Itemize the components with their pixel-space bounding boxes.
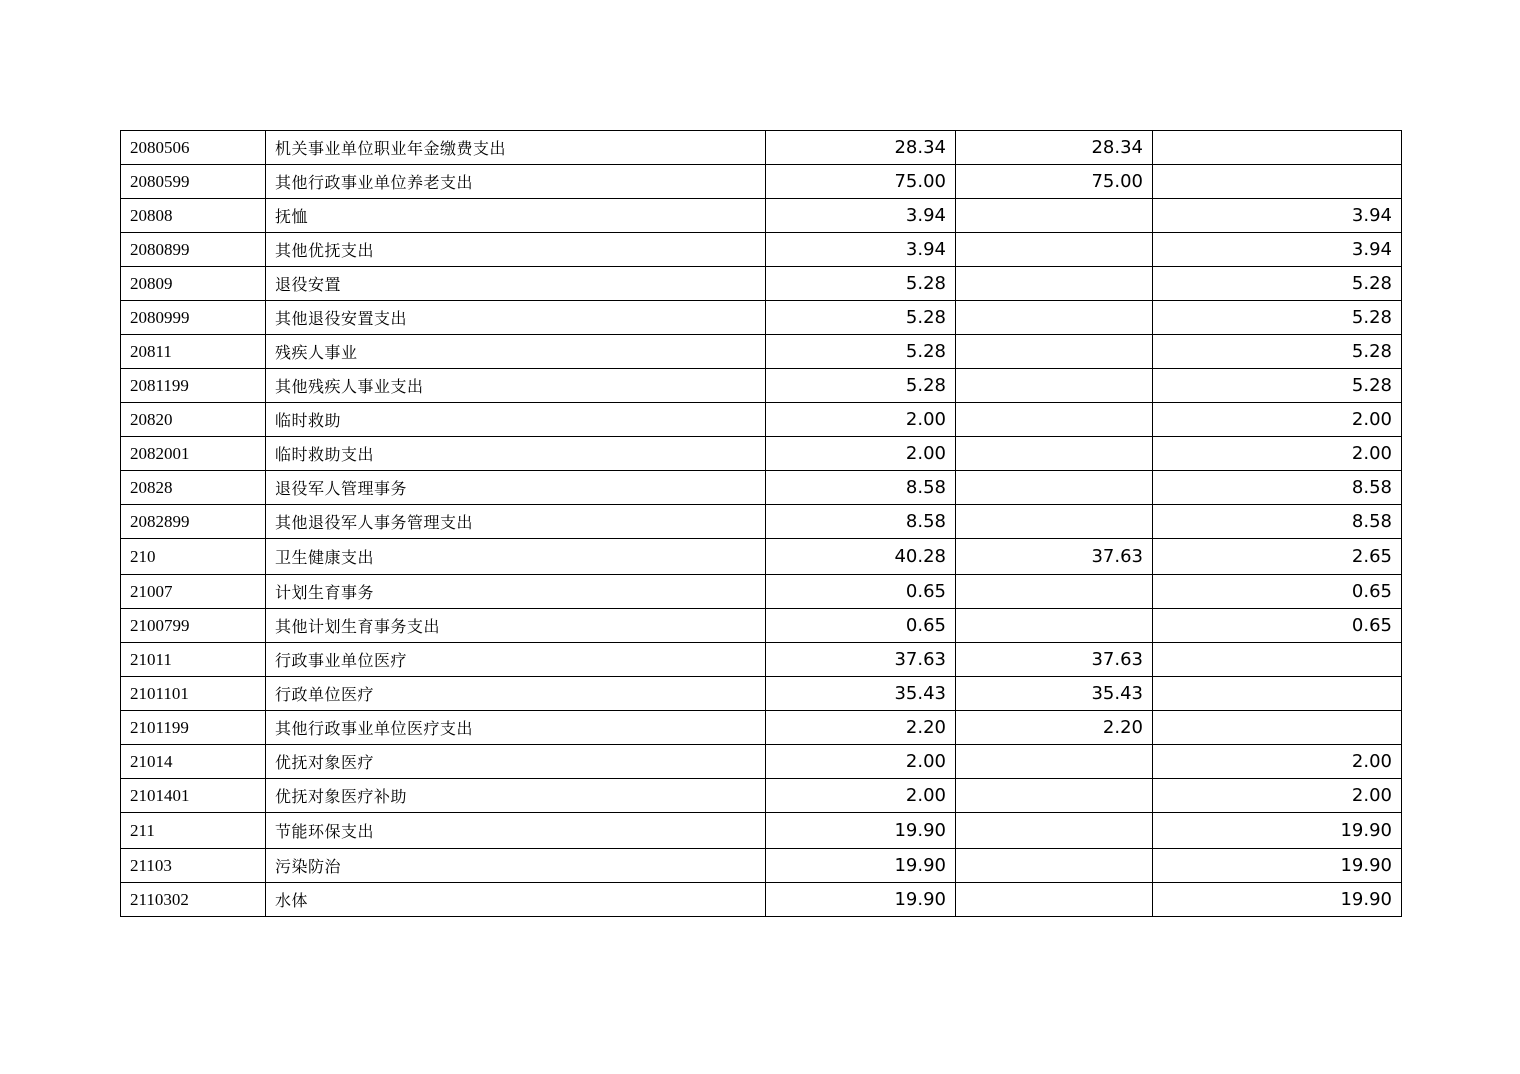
table-row	[121, 471, 1402, 505]
project-expenditure-cell: 2.00	[1153, 779, 1402, 813]
subject-name-cell: 残疾人事业	[266, 335, 766, 369]
table-row	[121, 539, 1402, 575]
basic-expenditure-cell	[956, 779, 1153, 813]
subject-code-cell: 2110302	[121, 883, 266, 917]
basic-expenditure-cell	[956, 575, 1153, 609]
project-expenditure-cell: 5.28	[1153, 267, 1402, 301]
total-amount-cell: 0.65	[766, 575, 956, 609]
total-amount-cell: 19.90	[766, 883, 956, 917]
project-expenditure-cell: 5.28	[1153, 335, 1402, 369]
table-row	[121, 883, 1402, 917]
subject-name-cell: 计划生育事务	[266, 575, 766, 609]
basic-expenditure-cell	[956, 609, 1153, 643]
project-expenditure-cell: 5.28	[1153, 369, 1402, 403]
project-expenditure-cell: 2.00	[1153, 745, 1402, 779]
total-amount-cell: 3.94	[766, 233, 956, 267]
basic-expenditure-cell: 37.63	[956, 539, 1153, 575]
basic-expenditure-cell	[956, 301, 1153, 335]
table-row	[121, 575, 1402, 609]
subject-name-cell: 行政事业单位医疗	[266, 643, 766, 677]
basic-expenditure-cell	[956, 883, 1153, 917]
basic-expenditure-cell: 35.43	[956, 677, 1153, 711]
subject-name-cell: 其他优抚支出	[266, 233, 766, 267]
subject-name-cell: 节能环保支出	[266, 813, 766, 849]
total-amount-cell: 5.28	[766, 335, 956, 369]
total-amount-cell: 5.28	[766, 301, 956, 335]
subject-name-cell: 其他退役军人事务管理支出	[266, 505, 766, 539]
subject-code-cell: 21103	[121, 849, 266, 883]
subject-name-cell: 卫生健康支出	[266, 539, 766, 575]
table-row	[121, 677, 1402, 711]
table-row	[121, 335, 1402, 369]
subject-name-cell: 行政单位医疗	[266, 677, 766, 711]
subject-name-cell: 优抚对象医疗补助	[266, 779, 766, 813]
total-amount-cell: 8.58	[766, 505, 956, 539]
subject-code-cell: 2080599	[121, 165, 266, 199]
total-amount-cell: 28.34	[766, 131, 956, 165]
project-expenditure-cell	[1153, 711, 1402, 745]
subject-code-cell: 20828	[121, 471, 266, 505]
subject-name-cell: 其他退役安置支出	[266, 301, 766, 335]
total-amount-cell: 2.20	[766, 711, 956, 745]
subject-code-cell: 2080899	[121, 233, 266, 267]
subject-code-cell: 211	[121, 813, 266, 849]
subject-code-cell: 2100799	[121, 609, 266, 643]
table-row	[121, 609, 1402, 643]
basic-expenditure-cell	[956, 267, 1153, 301]
table-row	[121, 745, 1402, 779]
total-amount-cell: 19.90	[766, 849, 956, 883]
basic-expenditure-cell	[956, 813, 1153, 849]
subject-code-cell: 2101101	[121, 677, 266, 711]
table-row	[121, 403, 1402, 437]
subject-name-cell: 其他行政事业单位医疗支出	[266, 711, 766, 745]
basic-expenditure-cell	[956, 849, 1153, 883]
subject-name-cell: 退役军人管理事务	[266, 471, 766, 505]
subject-name-cell: 机关事业单位职业年金缴费支出	[266, 131, 766, 165]
total-amount-cell: 75.00	[766, 165, 956, 199]
subject-code-cell: 2081199	[121, 369, 266, 403]
total-amount-cell: 2.00	[766, 745, 956, 779]
basic-expenditure-cell	[956, 233, 1153, 267]
project-expenditure-cell: 19.90	[1153, 883, 1402, 917]
subject-name-cell: 临时救助	[266, 403, 766, 437]
subject-code-cell: 2101401	[121, 779, 266, 813]
project-expenditure-cell: 0.65	[1153, 575, 1402, 609]
subject-code-cell: 2080506	[121, 131, 266, 165]
subject-name-cell: 优抚对象医疗	[266, 745, 766, 779]
subject-name-cell: 退役安置	[266, 267, 766, 301]
basic-expenditure-cell: 37.63	[956, 643, 1153, 677]
table-body	[121, 131, 1402, 917]
basic-expenditure-cell	[956, 505, 1153, 539]
subject-name-cell: 污染防治	[266, 849, 766, 883]
total-amount-cell: 37.63	[766, 643, 956, 677]
total-amount-cell: 2.00	[766, 779, 956, 813]
table-row	[121, 131, 1402, 165]
subject-code-cell: 2101199	[121, 711, 266, 745]
project-expenditure-cell: 8.58	[1153, 471, 1402, 505]
basic-expenditure-cell	[956, 335, 1153, 369]
table-row	[121, 301, 1402, 335]
project-expenditure-cell	[1153, 643, 1402, 677]
table-row	[121, 779, 1402, 813]
project-expenditure-cell: 8.58	[1153, 505, 1402, 539]
table-row	[121, 267, 1402, 301]
total-amount-cell: 3.94	[766, 199, 956, 233]
basic-expenditure-cell	[956, 403, 1153, 437]
project-expenditure-cell: 3.94	[1153, 199, 1402, 233]
project-expenditure-cell: 0.65	[1153, 609, 1402, 643]
subject-code-cell: 20808	[121, 199, 266, 233]
basic-expenditure-cell	[956, 369, 1153, 403]
budget-expenditure-table	[120, 130, 1402, 917]
basic-expenditure-cell	[956, 471, 1153, 505]
project-expenditure-cell: 3.94	[1153, 233, 1402, 267]
total-amount-cell: 5.28	[766, 369, 956, 403]
basic-expenditure-cell	[956, 199, 1153, 233]
project-expenditure-cell	[1153, 165, 1402, 199]
table-row	[121, 165, 1402, 199]
table-row	[121, 813, 1402, 849]
total-amount-cell: 2.00	[766, 403, 956, 437]
table-row	[121, 643, 1402, 677]
project-expenditure-cell: 5.28	[1153, 301, 1402, 335]
subject-name-cell: 其他行政事业单位养老支出	[266, 165, 766, 199]
table-row	[121, 711, 1402, 745]
subject-name-cell: 水体	[266, 883, 766, 917]
total-amount-cell: 35.43	[766, 677, 956, 711]
project-expenditure-cell: 19.90	[1153, 849, 1402, 883]
subject-code-cell: 2082001	[121, 437, 266, 471]
project-expenditure-cell	[1153, 677, 1402, 711]
subject-name-cell: 其他计划生育事务支出	[266, 609, 766, 643]
total-amount-cell: 8.58	[766, 471, 956, 505]
project-expenditure-cell	[1153, 131, 1402, 165]
basic-expenditure-cell: 28.34	[956, 131, 1153, 165]
total-amount-cell: 0.65	[766, 609, 956, 643]
total-amount-cell: 40.28	[766, 539, 956, 575]
table-row	[121, 369, 1402, 403]
project-expenditure-cell: 2.00	[1153, 403, 1402, 437]
basic-expenditure-cell: 2.20	[956, 711, 1153, 745]
subject-code-cell: 20811	[121, 335, 266, 369]
subject-code-cell: 2080999	[121, 301, 266, 335]
basic-expenditure-cell	[956, 437, 1153, 471]
subject-name-cell: 其他残疾人事业支出	[266, 369, 766, 403]
table-row	[121, 233, 1402, 267]
subject-code-cell: 21014	[121, 745, 266, 779]
table-row	[121, 437, 1402, 471]
subject-code-cell: 20820	[121, 403, 266, 437]
total-amount-cell: 2.00	[766, 437, 956, 471]
subject-name-cell: 临时救助支出	[266, 437, 766, 471]
project-expenditure-cell: 2.00	[1153, 437, 1402, 471]
subject-code-cell: 20809	[121, 267, 266, 301]
subject-code-cell: 2082899	[121, 505, 266, 539]
basic-expenditure-cell: 75.00	[956, 165, 1153, 199]
project-expenditure-cell: 19.90	[1153, 813, 1402, 849]
total-amount-cell: 5.28	[766, 267, 956, 301]
total-amount-cell: 19.90	[766, 813, 956, 849]
table-row	[121, 849, 1402, 883]
table-row	[121, 505, 1402, 539]
subject-code-cell: 21007	[121, 575, 266, 609]
basic-expenditure-cell	[956, 745, 1153, 779]
project-expenditure-cell: 2.65	[1153, 539, 1402, 575]
subject-code-cell: 21011	[121, 643, 266, 677]
subject-name-cell: 抚恤	[266, 199, 766, 233]
subject-code-cell: 210	[121, 539, 266, 575]
table-row	[121, 199, 1402, 233]
